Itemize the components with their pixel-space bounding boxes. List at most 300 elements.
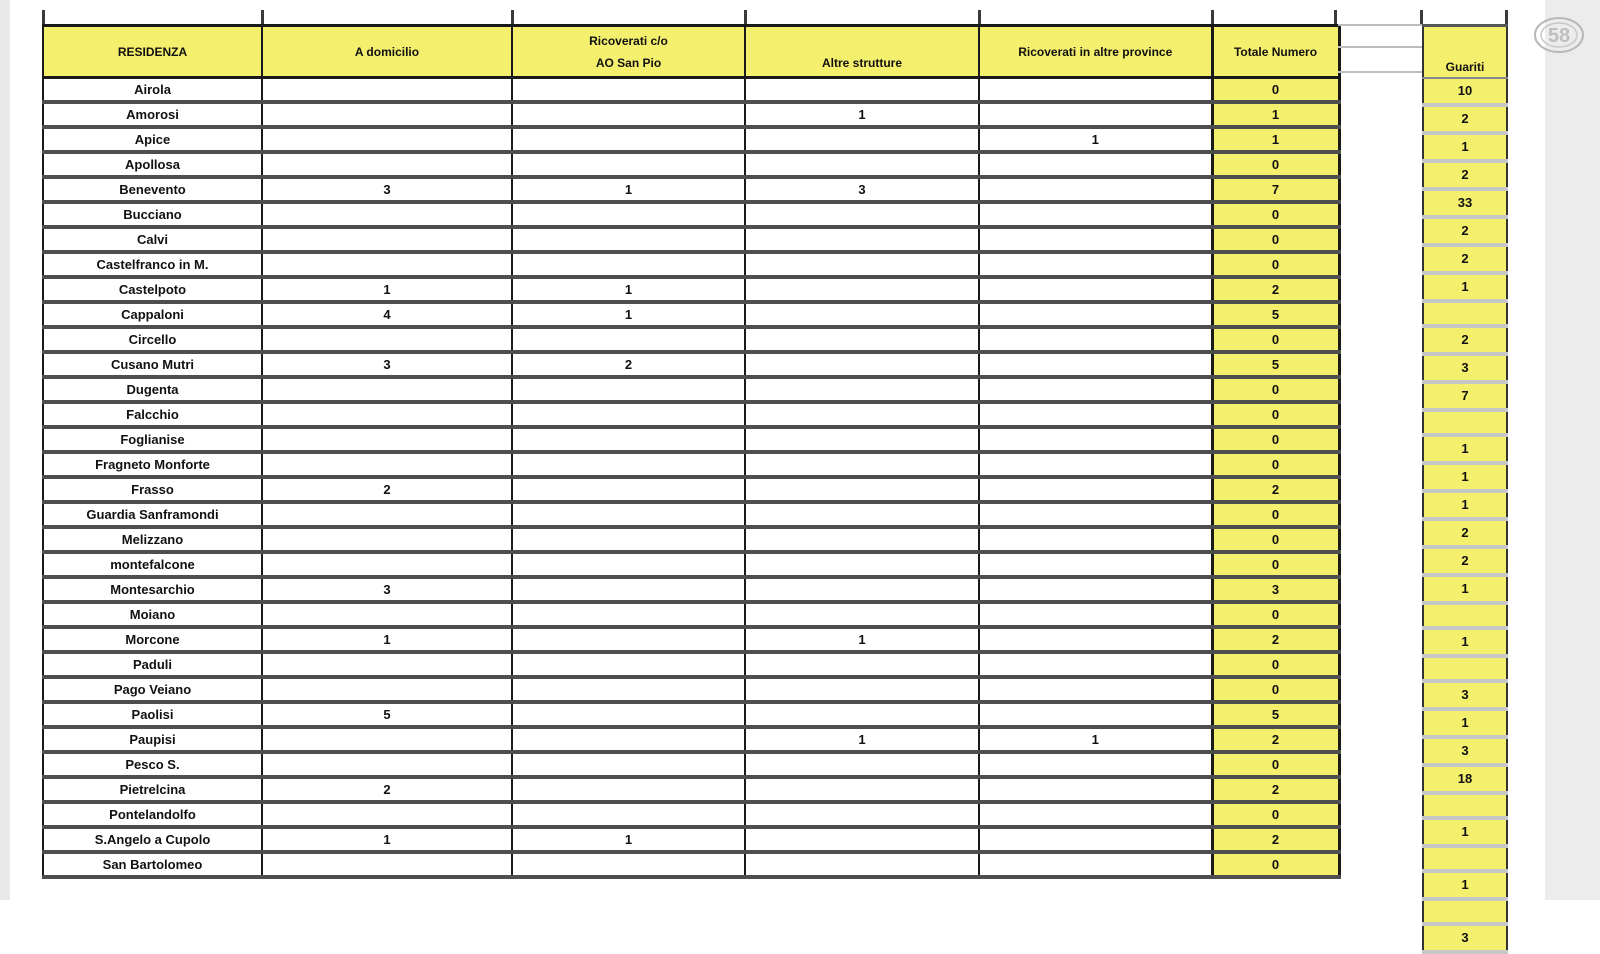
cell-guariti: 1 xyxy=(1423,575,1507,603)
guariti-row xyxy=(1423,899,1507,924)
table-row xyxy=(43,177,1339,202)
cell-domicilio xyxy=(262,852,512,877)
cell-totale: 7 xyxy=(1212,177,1339,202)
cell-ricoverati: 1 xyxy=(512,302,745,327)
cell-guariti: 1 xyxy=(1423,435,1507,463)
cell-residenza: Calvi xyxy=(43,227,262,252)
table-row xyxy=(43,277,1339,302)
column-tick xyxy=(261,10,264,24)
guariti-row xyxy=(1423,491,1507,519)
cell-totale: 0 xyxy=(1212,202,1339,227)
column-tick xyxy=(978,10,981,24)
cell-altre-strutture xyxy=(745,427,979,452)
cell-residenza: Apice xyxy=(43,127,262,152)
cell-altre-strutture xyxy=(745,477,979,502)
cell-residenza: Apollosa xyxy=(43,152,262,177)
cell-altre-province xyxy=(979,477,1212,502)
cell-residenza: Pietrelcina xyxy=(43,777,262,802)
cell-guariti: 2 xyxy=(1423,217,1507,245)
cell-ricoverati xyxy=(512,377,745,402)
cell-totale: 0 xyxy=(1212,252,1339,277)
cell-domicilio xyxy=(262,152,512,177)
cell-guariti: 2 xyxy=(1423,519,1507,547)
cell-domicilio xyxy=(262,127,512,152)
cell-guariti: 1 xyxy=(1423,491,1507,519)
table-row xyxy=(43,652,1339,677)
guariti-row xyxy=(1423,463,1507,491)
cell-altre-province xyxy=(979,577,1212,602)
cell-totale: 0 xyxy=(1212,552,1339,577)
cell-guariti: 2 xyxy=(1423,326,1507,354)
cell-guariti: 1 xyxy=(1423,133,1507,161)
cell-altre-province xyxy=(979,702,1212,727)
cell-residenza: Morcone xyxy=(43,627,262,652)
cell-totale: 0 xyxy=(1212,427,1339,452)
cell-domicilio xyxy=(262,402,512,427)
cell-totale: 0 xyxy=(1212,377,1339,402)
cell-ricoverati xyxy=(512,152,745,177)
cell-residenza: Falcchio xyxy=(43,402,262,427)
cell-totale: 3 xyxy=(1212,577,1339,602)
table-row xyxy=(43,352,1339,377)
cell-domicilio xyxy=(262,752,512,777)
guariti-row xyxy=(1423,603,1507,628)
cell-altre-strutture xyxy=(745,377,979,402)
table-row xyxy=(43,577,1339,602)
cell-residenza: Amorosi xyxy=(43,102,262,127)
cell-domicilio: 5 xyxy=(262,702,512,727)
cell-domicilio xyxy=(262,377,512,402)
guariti-row xyxy=(1423,547,1507,575)
cell-residenza: Foglianise xyxy=(43,427,262,452)
cell-residenza: Pago Veiano xyxy=(43,677,262,702)
table-row xyxy=(43,202,1339,227)
guariti-row xyxy=(1423,301,1507,326)
gap-line xyxy=(1338,24,1422,26)
cell-ricoverati xyxy=(512,327,745,352)
cell-residenza: Castelfranco in M. xyxy=(43,252,262,277)
cell-altre-province xyxy=(979,327,1212,352)
cell-totale: 0 xyxy=(1212,402,1339,427)
guariti-row xyxy=(1423,78,1507,105)
cell-altre-province xyxy=(979,452,1212,477)
guariti-row xyxy=(1423,161,1507,189)
cell-guariti: 3 xyxy=(1423,737,1507,765)
cell-altre-province xyxy=(979,377,1212,402)
top-column-ticks xyxy=(0,10,1600,24)
cell-altre-province xyxy=(979,352,1212,377)
cell-ricoverati xyxy=(512,452,745,477)
cell-domicilio: 1 xyxy=(262,627,512,652)
cell-altre-province xyxy=(979,252,1212,277)
cell-residenza: Paupisi xyxy=(43,727,262,752)
guariti-row xyxy=(1423,354,1507,382)
cell-domicilio xyxy=(262,602,512,627)
table-row xyxy=(43,752,1339,777)
cell-guariti: 1 xyxy=(1423,628,1507,656)
table-row xyxy=(43,702,1339,727)
guariti-row xyxy=(1423,245,1507,273)
cell-altre-strutture xyxy=(745,602,979,627)
cell-altre-province xyxy=(979,202,1212,227)
table-row xyxy=(43,227,1339,252)
guariti-row xyxy=(1423,133,1507,161)
cell-altre-strutture xyxy=(745,577,979,602)
guariti-row xyxy=(1423,818,1507,846)
cell-guariti: 3 xyxy=(1423,354,1507,382)
cell-altre-province xyxy=(979,752,1212,777)
cell-altre-province xyxy=(979,227,1212,252)
table-row xyxy=(43,102,1339,127)
guariti-row xyxy=(1423,575,1507,603)
cell-ricoverati xyxy=(512,627,745,652)
cell-ricoverati xyxy=(512,777,745,802)
cell-totale: 0 xyxy=(1212,452,1339,477)
table-row xyxy=(43,427,1339,452)
cell-altre-strutture xyxy=(745,302,979,327)
cell-guariti: 1 xyxy=(1423,871,1507,899)
guariti-row xyxy=(1423,871,1507,899)
cell-altre-strutture xyxy=(745,677,979,702)
cell-altre-strutture xyxy=(745,552,979,577)
guariti-row xyxy=(1423,326,1507,354)
cell-totale: 0 xyxy=(1212,327,1339,352)
cell-totale: 1 xyxy=(1212,102,1339,127)
cell-altre-strutture xyxy=(745,852,979,877)
table-row xyxy=(43,152,1339,177)
cell-totale: 5 xyxy=(1212,702,1339,727)
cases-table xyxy=(42,24,1341,879)
cell-residenza: San Bartolomeo xyxy=(43,852,262,877)
cell-altre-strutture xyxy=(745,702,979,727)
column-tick xyxy=(1211,10,1214,24)
cell-ricoverati xyxy=(512,802,745,827)
cell-totale: 1 xyxy=(1212,127,1339,152)
guariti-row xyxy=(1423,435,1507,463)
cell-ricoverati xyxy=(512,427,745,452)
cell-totale: 0 xyxy=(1212,227,1339,252)
guariti-row xyxy=(1423,382,1507,410)
header-totale: Totale Numero xyxy=(1212,26,1339,78)
cell-totale: 2 xyxy=(1212,777,1339,802)
cell-domicilio xyxy=(262,727,512,752)
cell-residenza: Fragneto Monforte xyxy=(43,452,262,477)
table-row xyxy=(43,802,1339,827)
cell-altre-province xyxy=(979,602,1212,627)
cell-residenza: Cappaloni xyxy=(43,302,262,327)
cell-guariti: 2 xyxy=(1423,161,1507,189)
guariti-table xyxy=(1422,24,1508,954)
cell-altre-strutture xyxy=(745,502,979,527)
cell-ricoverati: 2 xyxy=(512,352,745,377)
cell-guariti xyxy=(1423,603,1507,628)
cell-altre-province xyxy=(979,852,1212,877)
cell-domicilio xyxy=(262,527,512,552)
table-row xyxy=(43,602,1339,627)
cell-ricoverati xyxy=(512,477,745,502)
table-row xyxy=(43,827,1339,852)
cell-altre-strutture: 3 xyxy=(745,177,979,202)
cell-ricoverati xyxy=(512,252,745,277)
cell-altre-strutture xyxy=(745,277,979,302)
cell-altre-strutture xyxy=(745,827,979,852)
guariti-row xyxy=(1423,189,1507,217)
header-residenza: RESIDENZA xyxy=(43,26,262,78)
guariti-row xyxy=(1423,273,1507,301)
column-tick xyxy=(42,10,45,24)
cell-domicilio: 1 xyxy=(262,277,512,302)
cell-residenza: Bucciano xyxy=(43,202,262,227)
gap-line xyxy=(1338,46,1422,48)
cell-totale: 0 xyxy=(1212,677,1339,702)
channel-58-logo xyxy=(1528,10,1586,60)
cell-altre-strutture xyxy=(745,352,979,377)
cell-ricoverati xyxy=(512,227,745,252)
cell-altre-strutture xyxy=(745,152,979,177)
cell-domicilio: 3 xyxy=(262,352,512,377)
header-altre-strutture: Altre strutture xyxy=(745,26,979,78)
cell-domicilio: 1 xyxy=(262,827,512,852)
cell-altre-strutture xyxy=(745,752,979,777)
cell-guariti xyxy=(1423,656,1507,681)
cell-guariti: 1 xyxy=(1423,273,1507,301)
cell-totale: 0 xyxy=(1212,78,1339,103)
cell-guariti xyxy=(1423,301,1507,326)
separator-gap xyxy=(1338,24,1422,884)
cell-altre-strutture: 1 xyxy=(745,727,979,752)
cell-domicilio xyxy=(262,427,512,452)
table-row xyxy=(43,552,1339,577)
cell-residenza: Pesco S. xyxy=(43,752,262,777)
cell-guariti xyxy=(1423,846,1507,871)
cell-ricoverati xyxy=(512,677,745,702)
cell-domicilio: 2 xyxy=(262,477,512,502)
cell-altre-province: 1 xyxy=(979,727,1212,752)
table-row xyxy=(43,677,1339,702)
guariti-row xyxy=(1423,105,1507,133)
column-tick xyxy=(1505,10,1508,24)
cell-altre-province xyxy=(979,627,1212,652)
right-margin-strip xyxy=(1545,0,1600,900)
cell-altre-province xyxy=(979,652,1212,677)
guariti-row xyxy=(1423,709,1507,737)
cell-totale: 0 xyxy=(1212,502,1339,527)
table-row xyxy=(43,127,1339,152)
guariti-row xyxy=(1423,681,1507,709)
cell-guariti: 2 xyxy=(1423,245,1507,273)
guariti-row xyxy=(1423,217,1507,245)
header-row xyxy=(43,26,1339,78)
table-row xyxy=(43,477,1339,502)
cell-ricoverati xyxy=(512,552,745,577)
cell-totale: 0 xyxy=(1212,527,1339,552)
header-guariti: Guariti xyxy=(1423,26,1507,79)
cell-guariti: 10 xyxy=(1423,78,1507,105)
header-ricoverati xyxy=(512,26,745,78)
table-row xyxy=(43,527,1339,552)
gap-line xyxy=(1338,71,1422,73)
cell-guariti: 3 xyxy=(1423,681,1507,709)
cell-residenza: Paolisi xyxy=(43,702,262,727)
cell-totale: 5 xyxy=(1212,302,1339,327)
header-domicilio: A domicilio xyxy=(262,26,512,78)
cell-residenza: Pontelandolfo xyxy=(43,802,262,827)
guariti-row xyxy=(1423,656,1507,681)
cell-totale: 2 xyxy=(1212,277,1339,302)
cell-altre-province: 1 xyxy=(979,127,1212,152)
cell-domicilio xyxy=(262,502,512,527)
cell-altre-province xyxy=(979,177,1212,202)
guariti-row xyxy=(1423,519,1507,547)
cell-altre-strutture xyxy=(745,652,979,677)
cell-altre-strutture xyxy=(745,527,979,552)
cell-guariti: 2 xyxy=(1423,547,1507,575)
cell-totale: 0 xyxy=(1212,752,1339,777)
cell-altre-strutture xyxy=(745,327,979,352)
cell-residenza: Dugenta xyxy=(43,377,262,402)
cell-totale: 0 xyxy=(1212,852,1339,877)
cell-domicilio xyxy=(262,452,512,477)
cell-domicilio xyxy=(262,552,512,577)
cell-altre-strutture xyxy=(745,452,979,477)
cell-residenza: Cusano Mutri xyxy=(43,352,262,377)
cell-altre-province xyxy=(979,802,1212,827)
cell-altre-strutture: 1 xyxy=(745,627,979,652)
table-row xyxy=(43,402,1339,427)
cell-residenza: Guardia Sanframondi xyxy=(43,502,262,527)
cell-altre-province xyxy=(979,78,1212,103)
cell-ricoverati: 1 xyxy=(512,177,745,202)
cell-altre-province xyxy=(979,427,1212,452)
cell-totale: 2 xyxy=(1212,727,1339,752)
cell-ricoverati: 1 xyxy=(512,277,745,302)
column-tick xyxy=(511,10,514,24)
cell-altre-strutture xyxy=(745,127,979,152)
cell-altre-province xyxy=(979,777,1212,802)
column-tick xyxy=(1420,10,1423,24)
cell-domicilio xyxy=(262,327,512,352)
cell-altre-province xyxy=(979,677,1212,702)
cell-ricoverati xyxy=(512,652,745,677)
cell-ricoverati xyxy=(512,752,745,777)
cell-altre-province xyxy=(979,302,1212,327)
cell-residenza: Circello xyxy=(43,327,262,352)
left-margin-strip xyxy=(0,0,10,900)
cell-ricoverati xyxy=(512,577,745,602)
cell-altre-strutture xyxy=(745,802,979,827)
cell-ricoverati xyxy=(512,727,745,752)
cell-guariti: 3 xyxy=(1423,924,1507,952)
cell-domicilio xyxy=(262,677,512,702)
cell-ricoverati xyxy=(512,202,745,227)
guariti-row xyxy=(1423,846,1507,871)
header-altre-province: Ricoverati in altre province xyxy=(979,26,1212,78)
cell-guariti xyxy=(1423,899,1507,924)
table-row xyxy=(43,727,1339,752)
cell-residenza: Moiano xyxy=(43,602,262,627)
column-tick xyxy=(744,10,747,24)
cell-altre-strutture xyxy=(745,402,979,427)
cell-altre-province xyxy=(979,502,1212,527)
logo-text: 58 xyxy=(1547,25,1571,47)
cell-guariti: 1 xyxy=(1423,709,1507,737)
cell-totale: 0 xyxy=(1212,652,1339,677)
cell-domicilio: 2 xyxy=(262,777,512,802)
cell-altre-province xyxy=(979,827,1212,852)
header-ricoverati-line1: Ricoverati c/o xyxy=(589,33,668,48)
table-row xyxy=(43,852,1339,877)
cell-totale: 0 xyxy=(1212,152,1339,177)
cell-ricoverati xyxy=(512,127,745,152)
cell-guariti: 1 xyxy=(1423,818,1507,846)
table-row xyxy=(43,627,1339,652)
cell-ricoverati xyxy=(512,702,745,727)
cell-altre-strutture xyxy=(745,777,979,802)
cell-totale: 2 xyxy=(1212,477,1339,502)
cell-domicilio xyxy=(262,252,512,277)
guariti-row xyxy=(1423,765,1507,793)
cell-ricoverati: 1 xyxy=(512,827,745,852)
table-row xyxy=(43,502,1339,527)
cell-altre-strutture xyxy=(745,227,979,252)
cell-altre-province xyxy=(979,552,1212,577)
table-row xyxy=(43,777,1339,802)
cell-altre-province xyxy=(979,402,1212,427)
table-row xyxy=(43,327,1339,352)
cell-totale: 0 xyxy=(1212,602,1339,627)
cell-domicilio xyxy=(262,202,512,227)
cell-totale: 5 xyxy=(1212,352,1339,377)
cell-residenza: Melizzano xyxy=(43,527,262,552)
cell-totale: 2 xyxy=(1212,627,1339,652)
cell-altre-strutture xyxy=(745,78,979,103)
cell-domicilio xyxy=(262,652,512,677)
cell-guariti: 2 xyxy=(1423,105,1507,133)
cell-domicilio: 3 xyxy=(262,577,512,602)
cell-domicilio: 4 xyxy=(262,302,512,327)
cell-altre-province xyxy=(979,152,1212,177)
cell-totale: 2 xyxy=(1212,827,1339,852)
cell-guariti: 18 xyxy=(1423,765,1507,793)
cell-residenza: Castelpoto xyxy=(43,277,262,302)
cell-ricoverati xyxy=(512,527,745,552)
cell-residenza: Paduli xyxy=(43,652,262,677)
cell-altre-province xyxy=(979,527,1212,552)
cell-ricoverati xyxy=(512,852,745,877)
cell-domicilio xyxy=(262,802,512,827)
column-tick xyxy=(1334,10,1337,24)
cell-ricoverati xyxy=(512,502,745,527)
guariti-row xyxy=(1423,628,1507,656)
cell-altre-strutture xyxy=(745,202,979,227)
cell-guariti: 1 xyxy=(1423,463,1507,491)
cell-ricoverati xyxy=(512,78,745,103)
cell-totale: 0 xyxy=(1212,802,1339,827)
cell-altre-strutture xyxy=(745,252,979,277)
guariti-row xyxy=(1423,924,1507,952)
guariti-row xyxy=(1423,737,1507,765)
table-row xyxy=(43,377,1339,402)
guariti-row xyxy=(1423,793,1507,818)
cell-altre-province xyxy=(979,277,1212,302)
cell-domicilio xyxy=(262,78,512,103)
cell-guariti xyxy=(1423,793,1507,818)
cell-guariti: 7 xyxy=(1423,382,1507,410)
cell-residenza: Benevento xyxy=(43,177,262,202)
cell-altre-strutture: 1 xyxy=(745,102,979,127)
table-row xyxy=(43,452,1339,477)
cell-residenza: Frasso xyxy=(43,477,262,502)
